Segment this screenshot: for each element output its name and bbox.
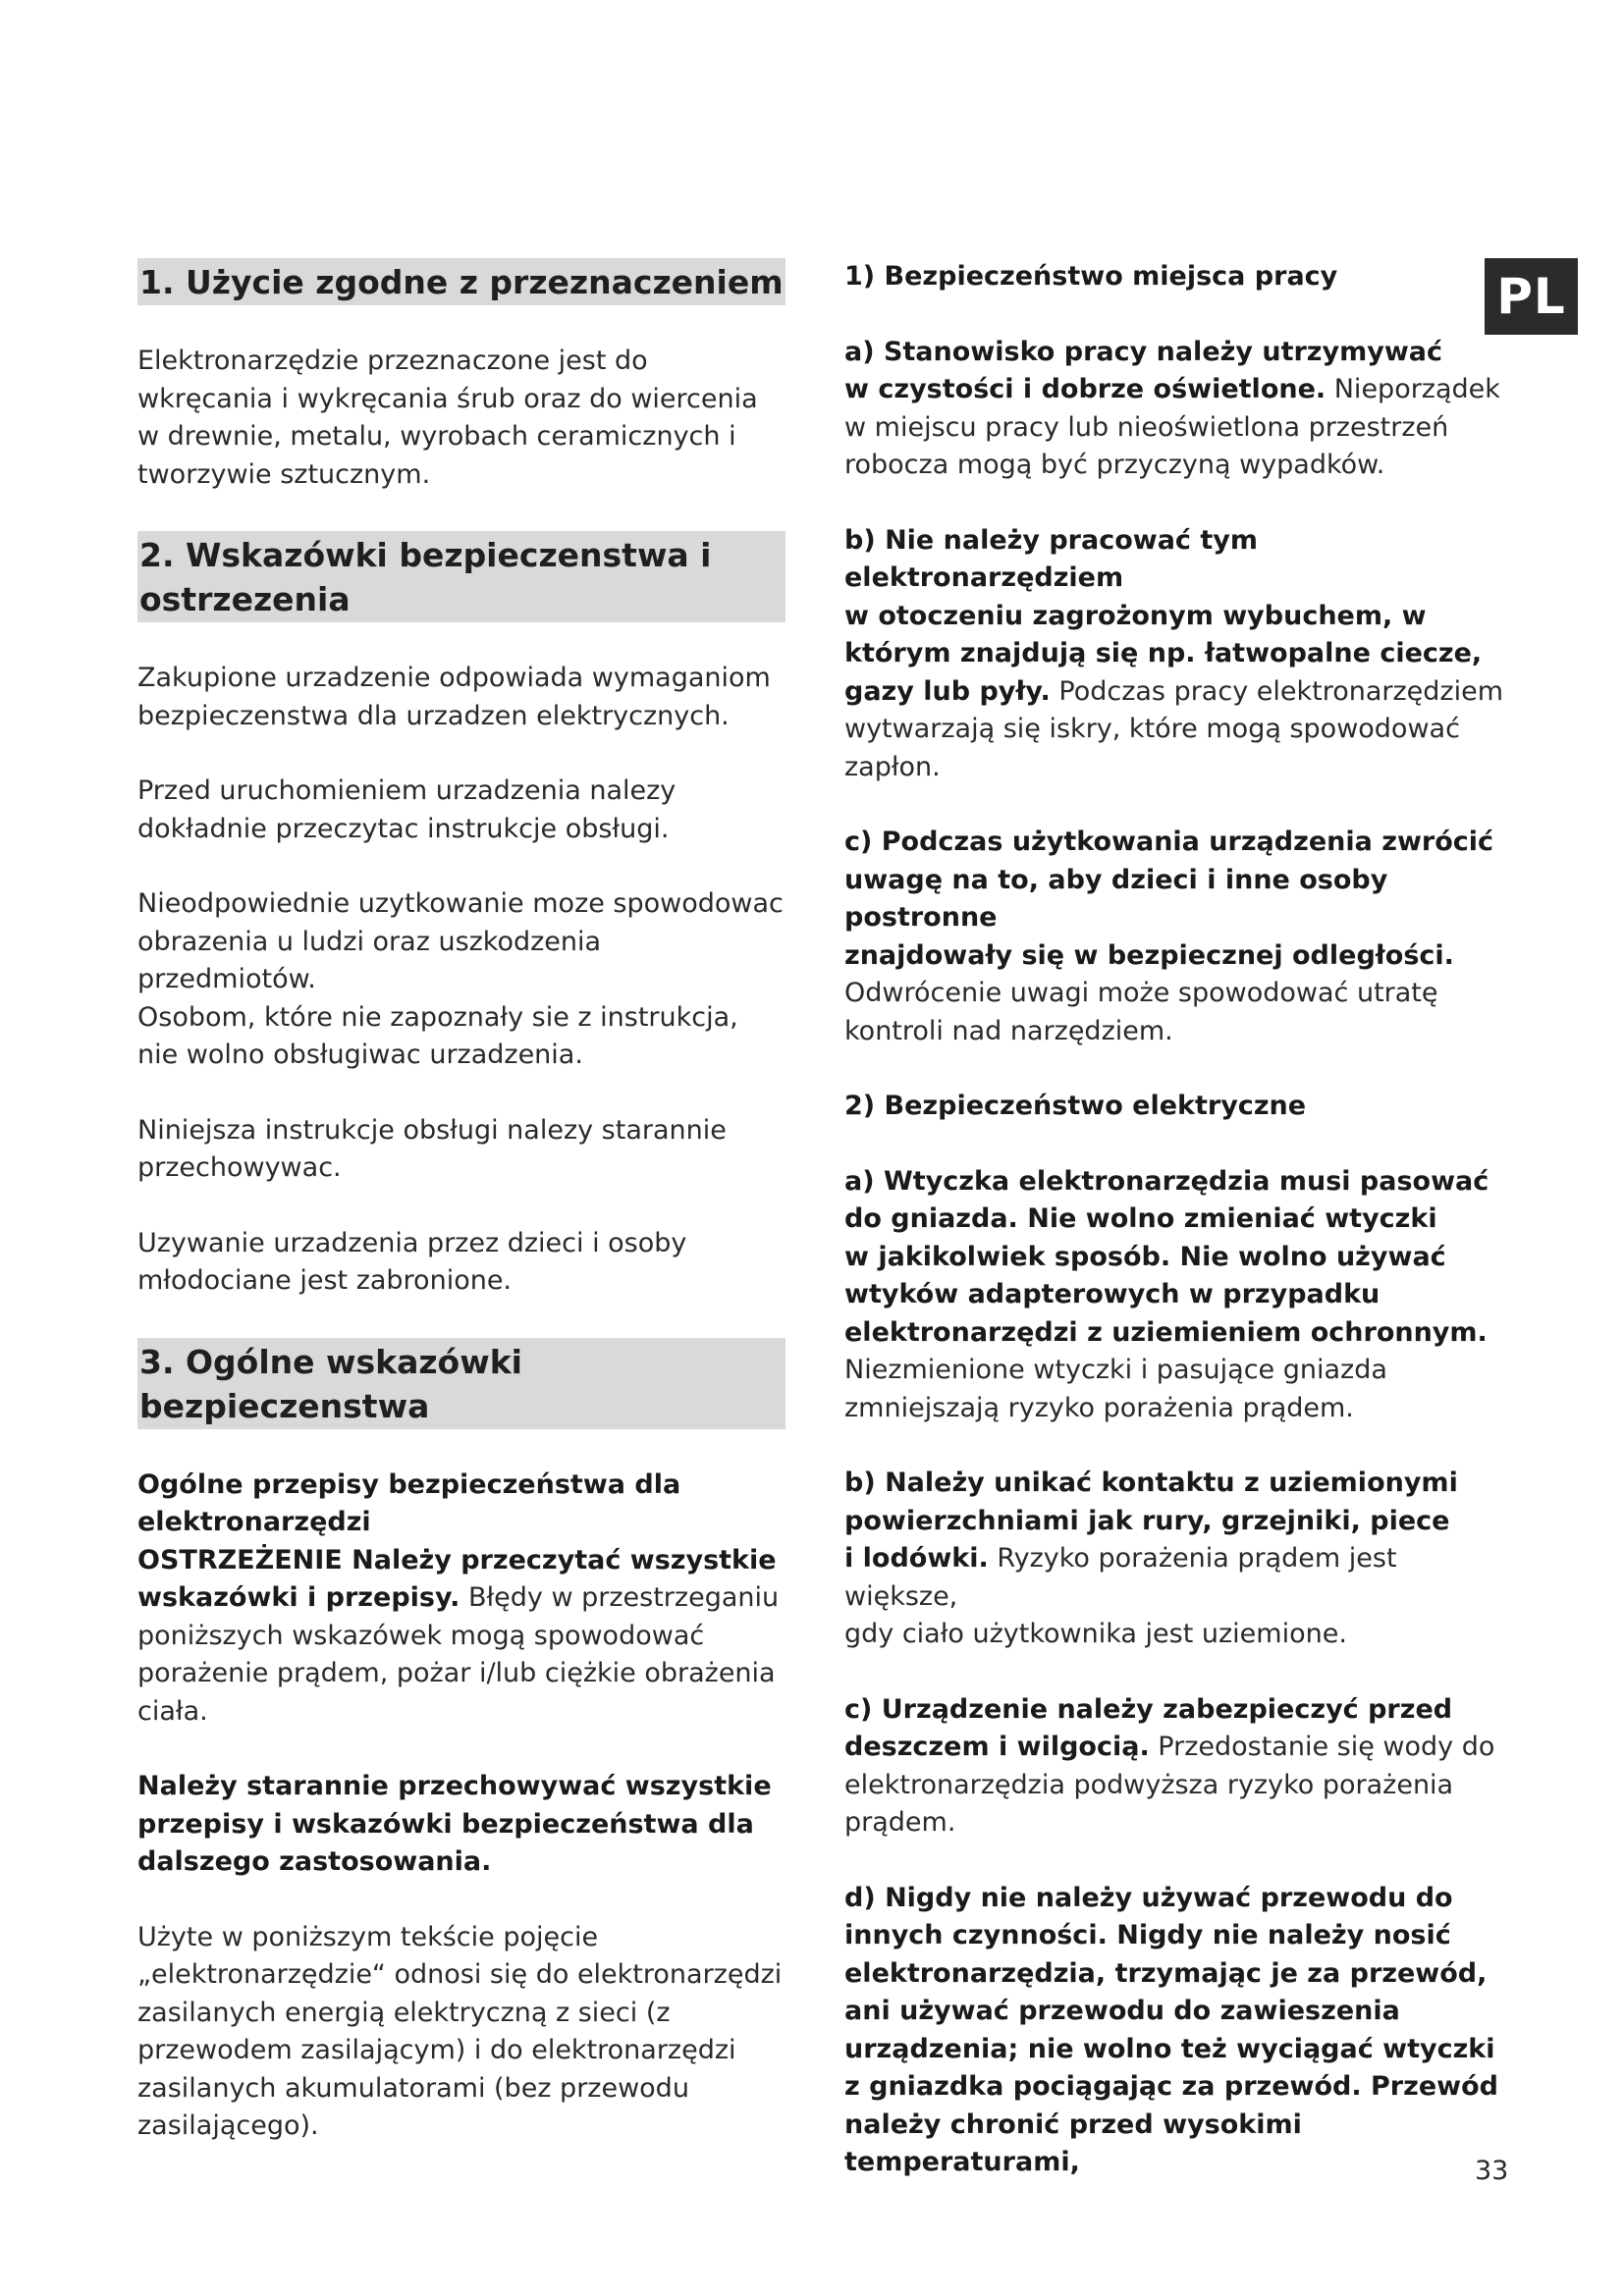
- safety-notes-paragraph-4: Niniejsza instrukcje obsługi nalezy starannie przechowywac.: [137, 1114, 727, 1183]
- workplace-safety-item-b-normal: Podczas pracy elektronarzędziem wytwarzają się iskry, które mogą spowodować zapłon.: [844, 675, 1503, 782]
- electrical-safety-item-a: [844, 1163, 1512, 1428]
- electrical-safety-item-b-normal: Ryzyko porażenia prądem jest większe, gdy ciało użytkownika jest uziemione.: [844, 1543, 1397, 1649]
- electrical-safety-item-c-bold: c) Urządzenie należy zabezpieczyć przed deszczem i wilgocią.: [844, 1693, 1453, 1762]
- safety-notes-paragraph-2: Przed uruchomieniem urzadzenia nalezy dokładnie przeczytac instrukcje obsługi.: [137, 775, 677, 844]
- workplace-safety-item-c-bold: c) Podczas użytkowania urządzenia zwrócić uwagę na to, aby dzieci i inne osoby postronne znajdowały się w bezpiecznej odległości.: [844, 827, 1494, 971]
- workplace-safety-heading: 1) Bezpieczeństwo miejsca pracy: [844, 261, 1338, 292]
- electrical-safety-item-b: [844, 1465, 1512, 1654]
- intended-use-text: Elektronarzędzie przeznaczone jest do wkręcania i wykręcania śrub oraz do wiercenia w drewnie, metalu, wyrobach ceramicznych i tworzywie sztucznym.: [137, 346, 758, 490]
- left-column: [137, 258, 785, 2146]
- workplace-safety-item-b: [844, 522, 1512, 787]
- general-safety-paragraph-1-normal: Błędy w przestrzeganiu poniższych wskazówek mogą spowodować porażenie prądem, pożar i/lub ciężkie obrażenia ciała.: [137, 1582, 780, 1727]
- electrical-safety-item-c-normal: Przedostanie się wody do elektronarzędzia podwyższa ryzyko porażenia prądem.: [844, 1732, 1495, 1838]
- safety-notes-paragraph-5: Uzywanie urzadzenia przez dzieci i osoby młodociane jest zabronione.: [137, 1227, 687, 1296]
- safety-notes-paragraph-1: Zakupione urzadzenie odpowiada wymaganiom bezpieczenstwa dla urzadzen elektrycznych.: [137, 663, 771, 731]
- page-number: 33: [1475, 2156, 1509, 2186]
- general-safety-paragraph-3: Użyte w poniższym tekście pojęcie „elektronarzędzie“ odnosi się do elektronarzędzi zasilanych energią elektryczną z sieci (z przewodem zasilającym) i do elektronarzędzi zasilanych akumulatorami (bez przewodu zasilającego).: [137, 1921, 783, 2141]
- workplace-safety-item-a-bold: a) Stanowisko pracy należy utrzymywać w czystości i dobrze oświetlone.: [844, 336, 1443, 404]
- workplace-safety-item-c-normal: Odwrócenie uwagi może spowodować utratę kontroli nad narzędziem.: [844, 978, 1438, 1046]
- electrical-safety-item-a-bold: a) Wtyczka elektronarzędzia musi pasować do gniazda. Nie wolno zmieniać wtyczki w jakikolwiek sposób. Nie wolno używać wtyków adapterowych w przypadku elektronarzędzi z uziemieniem ochronnym.: [844, 1165, 1489, 1348]
- section-heading-general-safety: 3. Ogólne wskazówki bezpieczenstwa: [137, 1338, 785, 1429]
- electrical-safety-item-b-bold: b) Należy unikać kontaktu z uziemionymi powierzchniami jak rury, grzejniki, piece i lodówki.: [844, 1468, 1458, 1574]
- section-heading-intended-use: 1. Użycie zgodne z przeznaczeniem: [137, 258, 785, 305]
- electrical-safety-item-a-normal: Niezmienione wtyczki i pasujące gniazda zmniejszają ryzyko porażenia prądem.: [844, 1355, 1387, 1423]
- electrical-safety-item-c: [844, 1691, 1512, 1842]
- right-column: [844, 258, 1512, 2182]
- general-safety-paragraph-2: Należy starannie przechowywać wszystkie przepisy i wskazówki bezpieczeństwa dla dalszego zastosowania.: [137, 1771, 772, 1877]
- electrical-safety-item-d: d) Nigdy nie należy używać przewodu do innych czynności. Nigdy nie należy nosić elektronarzędzia, trzymając je za przewód, ani używać przewodu do zawieszenia urządzenia; nie wolno też wyciągać wtyczki z gniazdka pociągając za przewód. Przewód należy chronić przed wysokimi temperaturami,: [844, 1882, 1498, 2177]
- language-badge: PL: [1485, 258, 1578, 335]
- workplace-safety-item-a: [844, 334, 1512, 485]
- workplace-safety-item-c: [844, 824, 1512, 1050]
- section-heading-safety-notes: 2. Wskazówki bezpieczenstwa i ostrzezenia: [137, 531, 785, 622]
- workplace-safety-item-b-bold: b) Nie należy pracować tym elektronarzędziem w otoczeniu zagrożonym wybuchem, w którym znajdują się np. łatwopalne ciecze, gazy lub pyły.: [844, 524, 1483, 707]
- general-safety-paragraph-1-bold: Ogólne przepisy bezpieczeństwa dla elektronarzędzi OSTRZEŻENIE Należy przeczytać wszystkie wskazówki i przepisy.: [137, 1468, 777, 1613]
- electrical-safety-heading: 2) Bezpieczeństwo elektryczne: [844, 1091, 1307, 1121]
- safety-notes-paragraph-3: Nieodpowiednie uzytkowanie moze spowodowac obrazenia u ludzi oraz uszkodzenia przedmiotów. Osobom, które nie zapoznały sie z instrukcja, nie wolno obsługiwac urzadzenia.: [137, 888, 784, 1070]
- general-safety-paragraph-1: [137, 1467, 785, 1732]
- workplace-safety-item-a-normal: Nieporządek w miejscu pracy lub nieoświetlona przestrzeń robocza mogą być przyczyną wypadków.: [844, 374, 1500, 480]
